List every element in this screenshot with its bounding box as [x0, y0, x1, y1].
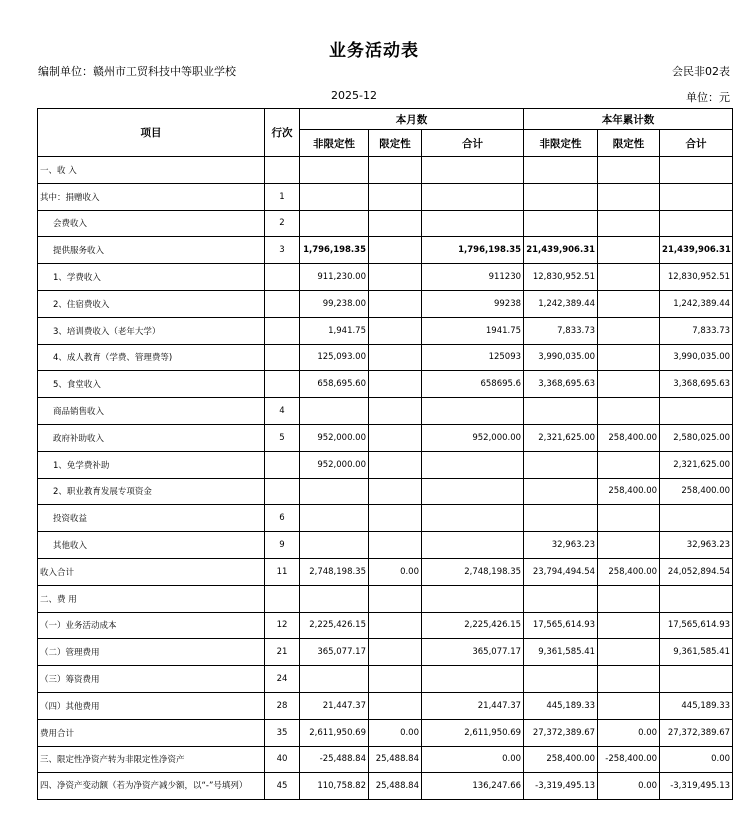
- ytd-restricted-cell: -258,400.00: [598, 746, 660, 773]
- table-row: [38, 666, 733, 693]
- row-item-label: （四）其他费用: [38, 692, 265, 719]
- table-row: [38, 532, 733, 559]
- ytd-total-cell: 24,052,894.54: [660, 558, 733, 585]
- ytd-restricted-cell: [598, 585, 660, 612]
- row-line-number: 1: [265, 183, 300, 210]
- row-line-number: 21: [265, 639, 300, 666]
- ytd-total-cell: 258,400.00: [660, 478, 733, 505]
- ytd-restricted-cell: [598, 157, 660, 184]
- ytd-unrestricted-cell: [524, 210, 598, 237]
- ytd-unrestricted-cell: 3,368,695.63: [524, 371, 598, 398]
- ytd-total-cell: 7,833.73: [660, 317, 733, 344]
- ytd-unrestricted-cell: 21,439,906.31: [524, 237, 598, 264]
- ytd-unrestricted-cell: [524, 398, 598, 425]
- activity-statement-table: [37, 108, 733, 800]
- ytd-unrestricted-cell: 17,565,614.93: [524, 612, 598, 639]
- row-item-label: （二）管理费用: [38, 639, 265, 666]
- row-line-number: 11: [265, 558, 300, 585]
- row-line-number: [265, 585, 300, 612]
- ytd-unrestricted-cell: 2,321,625.00: [524, 424, 598, 451]
- month-total-cell: 911230: [422, 264, 524, 291]
- ytd-unrestricted-cell: [524, 666, 598, 693]
- ytd-restricted-cell: [598, 264, 660, 291]
- table-row: [38, 398, 733, 425]
- ytd-total-cell: 32,963.23: [660, 532, 733, 559]
- ytd-unrestricted-cell: -3,319,495.13: [524, 773, 598, 800]
- month-restricted-cell: [369, 317, 422, 344]
- month-unrestricted-cell: 365,077.17: [300, 639, 369, 666]
- col-header-ytd-restricted: 限定性: [598, 130, 660, 157]
- row-item-label: 2、住宿费收入: [38, 290, 265, 317]
- month-total-cell: 2,225,426.15: [422, 612, 524, 639]
- ytd-unrestricted-cell: 9,361,585.41: [524, 639, 598, 666]
- row-item-label: （一）业务活动成本: [38, 612, 265, 639]
- row-line-number: 12: [265, 612, 300, 639]
- ytd-restricted-cell: [598, 344, 660, 371]
- ytd-restricted-cell: [598, 290, 660, 317]
- month-total-cell: 2,748,198.35: [422, 558, 524, 585]
- month-unrestricted-cell: 21,447.37: [300, 692, 369, 719]
- month-unrestricted-cell: 952,000.00: [300, 424, 369, 451]
- ytd-total-cell: -3,319,495.13: [660, 773, 733, 800]
- row-item-label: 其他收入: [38, 532, 265, 559]
- org-label: 编制单位：赣州市工贸科技中等职业学校: [38, 65, 236, 78]
- month-total-cell: 99238: [422, 290, 524, 317]
- row-line-number: [265, 264, 300, 291]
- month-total-cell: [422, 585, 524, 612]
- ytd-unrestricted-cell: 3,990,035.00: [524, 344, 598, 371]
- month-restricted-cell: [369, 290, 422, 317]
- month-total-cell: [422, 478, 524, 505]
- ytd-total-cell: [660, 183, 733, 210]
- month-unrestricted-cell: 911,230.00: [300, 264, 369, 291]
- ytd-total-cell: 27,372,389.67: [660, 719, 733, 746]
- ytd-total-cell: 17,565,614.93: [660, 612, 733, 639]
- currency-unit: 单位：元: [686, 91, 730, 104]
- ytd-unrestricted-cell: [524, 478, 598, 505]
- ytd-restricted-cell: [598, 451, 660, 478]
- month-total-cell: [422, 451, 524, 478]
- table-row: [38, 290, 733, 317]
- ytd-restricted-cell: 258,400.00: [598, 558, 660, 585]
- table-row: [38, 773, 733, 800]
- month-restricted-cell: [369, 612, 422, 639]
- ytd-restricted-cell: [598, 371, 660, 398]
- month-unrestricted-cell: 2,611,950.69: [300, 719, 369, 746]
- table-row: [38, 237, 733, 264]
- ytd-restricted-cell: [598, 505, 660, 532]
- month-unrestricted-cell: [300, 505, 369, 532]
- row-item-label: 二、费 用: [38, 585, 265, 612]
- ytd-total-cell: 0.00: [660, 746, 733, 773]
- ytd-total-cell: 21,439,906.31: [660, 237, 733, 264]
- col-header-month-restricted: 限定性: [369, 130, 422, 157]
- table-row: [38, 558, 733, 585]
- month-unrestricted-cell: 99,238.00: [300, 290, 369, 317]
- month-restricted-cell: 0.00: [369, 719, 422, 746]
- table-row: [38, 183, 733, 210]
- row-line-number: [265, 290, 300, 317]
- month-total-cell: 0.00: [422, 746, 524, 773]
- ytd-restricted-cell: 0.00: [598, 773, 660, 800]
- row-item-label: 四、净资产变动额（若为净资产减少额，以“-”号填列）: [38, 773, 265, 800]
- ytd-unrestricted-cell: 1,242,389.44: [524, 290, 598, 317]
- month-restricted-cell: [369, 478, 422, 505]
- row-line-number: [265, 371, 300, 398]
- month-total-cell: [422, 183, 524, 210]
- row-item-label: 收入合计: [38, 558, 265, 585]
- ytd-restricted-cell: [598, 398, 660, 425]
- month-restricted-cell: [369, 371, 422, 398]
- row-line-number: [265, 157, 300, 184]
- month-restricted-cell: [369, 237, 422, 264]
- month-unrestricted-cell: [300, 532, 369, 559]
- month-restricted-cell: [369, 505, 422, 532]
- month-unrestricted-cell: [300, 157, 369, 184]
- ytd-unrestricted-cell: [524, 157, 598, 184]
- month-restricted-cell: [369, 210, 422, 237]
- month-unrestricted-cell: 658,695.60: [300, 371, 369, 398]
- month-restricted-cell: [369, 451, 422, 478]
- ytd-restricted-cell: [598, 639, 660, 666]
- col-header-line: 行次: [265, 109, 300, 157]
- row-item-label: （三）筹资费用: [38, 666, 265, 693]
- ytd-unrestricted-cell: [524, 505, 598, 532]
- ytd-total-cell: [660, 157, 733, 184]
- row-line-number: 35: [265, 719, 300, 746]
- col-header-item: 项目: [38, 109, 265, 157]
- table-row: [38, 585, 733, 612]
- ytd-unrestricted-cell: 258,400.00: [524, 746, 598, 773]
- ytd-total-cell: 12,830,952.51: [660, 264, 733, 291]
- month-restricted-cell: 25,488.84: [369, 773, 422, 800]
- row-line-number: [265, 344, 300, 371]
- ytd-unrestricted-cell: [524, 451, 598, 478]
- ytd-unrestricted-cell: [524, 585, 598, 612]
- ytd-total-cell: 9,361,585.41: [660, 639, 733, 666]
- row-line-number: 28: [265, 692, 300, 719]
- ytd-restricted-cell: [598, 612, 660, 639]
- ytd-restricted-cell: [598, 532, 660, 559]
- row-item-label: 5、食堂收入: [38, 371, 265, 398]
- col-header-ytd-total: 合计: [660, 130, 733, 157]
- col-group-ytd: 本年累计数: [524, 109, 733, 130]
- month-restricted-cell: 0.00: [369, 558, 422, 585]
- month-unrestricted-cell: [300, 666, 369, 693]
- table-row: [38, 371, 733, 398]
- ytd-total-cell: 1,242,389.44: [660, 290, 733, 317]
- ytd-restricted-cell: [598, 317, 660, 344]
- col-header-month-total: 合计: [422, 130, 524, 157]
- ytd-restricted-cell: [598, 183, 660, 210]
- row-item-label: 1、学费收入: [38, 264, 265, 291]
- month-restricted-cell: [369, 264, 422, 291]
- row-item-label: 投资收益: [38, 505, 265, 532]
- ytd-total-cell: [660, 210, 733, 237]
- month-total-cell: [422, 666, 524, 693]
- ytd-restricted-cell: 258,400.00: [598, 424, 660, 451]
- table-row: [38, 317, 733, 344]
- ytd-total-cell: 3,368,695.63: [660, 371, 733, 398]
- ytd-total-cell: 2,580,025.00: [660, 424, 733, 451]
- table-row: [38, 505, 733, 532]
- month-unrestricted-cell: -25,488.84: [300, 746, 369, 773]
- form-code: 会民非02表: [672, 65, 730, 78]
- month-total-cell: 21,447.37: [422, 692, 524, 719]
- month-restricted-cell: [369, 532, 422, 559]
- row-item-label: 提供服务收入: [38, 237, 265, 264]
- row-line-number: 40: [265, 746, 300, 773]
- month-unrestricted-cell: [300, 398, 369, 425]
- month-restricted-cell: 25,488.84: [369, 746, 422, 773]
- table-row: [38, 719, 733, 746]
- row-line-number: [265, 451, 300, 478]
- row-line-number: [265, 317, 300, 344]
- table-row: [38, 692, 733, 719]
- ytd-unrestricted-cell: 23,794,494.54: [524, 558, 598, 585]
- row-item-label: 4、成人教育（学费、管理费等): [38, 344, 265, 371]
- ytd-total-cell: 3,990,035.00: [660, 344, 733, 371]
- month-total-cell: [422, 505, 524, 532]
- col-group-month: 本月数: [300, 109, 524, 130]
- row-line-number: 3: [265, 237, 300, 264]
- ytd-restricted-cell: [598, 210, 660, 237]
- ytd-total-cell: 445,189.33: [660, 692, 733, 719]
- month-total-cell: 952,000.00: [422, 424, 524, 451]
- month-total-cell: 136,247.66: [422, 773, 524, 800]
- row-line-number: 5: [265, 424, 300, 451]
- row-item-label: 商品销售收入: [38, 398, 265, 425]
- month-restricted-cell: [369, 344, 422, 371]
- month-total-cell: 1,796,198.35: [422, 237, 524, 264]
- month-restricted-cell: [369, 639, 422, 666]
- ytd-total-cell: [660, 585, 733, 612]
- ytd-restricted-cell: 258,400.00: [598, 478, 660, 505]
- month-unrestricted-cell: 1,796,198.35: [300, 237, 369, 264]
- ytd-total-cell: [660, 505, 733, 532]
- row-item-label: 三、限定性净资产转为非限定性净资产: [38, 746, 265, 773]
- report-period: 2025-12: [331, 89, 377, 102]
- ytd-unrestricted-cell: 32,963.23: [524, 532, 598, 559]
- col-header-ytd-unrestricted: 非限定性: [524, 130, 598, 157]
- row-line-number: 45: [265, 773, 300, 800]
- ytd-restricted-cell: [598, 237, 660, 264]
- row-line-number: 6: [265, 505, 300, 532]
- table-row: [38, 424, 733, 451]
- month-unrestricted-cell: 1,941.75: [300, 317, 369, 344]
- ytd-unrestricted-cell: 7,833.73: [524, 317, 598, 344]
- table-row: [38, 746, 733, 773]
- report-title: 业务活动表: [329, 41, 419, 61]
- month-total-cell: 1941.75: [422, 317, 524, 344]
- ytd-unrestricted-cell: 12,830,952.51: [524, 264, 598, 291]
- month-restricted-cell: [369, 585, 422, 612]
- ytd-total-cell: [660, 666, 733, 693]
- row-item-label: 其中：捐赠收入: [38, 183, 265, 210]
- row-line-number: 2: [265, 210, 300, 237]
- month-restricted-cell: [369, 424, 422, 451]
- table-row: [38, 344, 733, 371]
- month-total-cell: 365,077.17: [422, 639, 524, 666]
- month-total-cell: 125093: [422, 344, 524, 371]
- table-row: [38, 451, 733, 478]
- month-unrestricted-cell: [300, 210, 369, 237]
- month-restricted-cell: [369, 398, 422, 425]
- table-row: [38, 264, 733, 291]
- row-item-label: 政府补助收入: [38, 424, 265, 451]
- month-unrestricted-cell: 110,758.82: [300, 773, 369, 800]
- row-line-number: 9: [265, 532, 300, 559]
- month-total-cell: [422, 157, 524, 184]
- month-total-cell: [422, 210, 524, 237]
- month-unrestricted-cell: 125,093.00: [300, 344, 369, 371]
- month-unrestricted-cell: 952,000.00: [300, 451, 369, 478]
- row-item-label: 一、收 入: [38, 157, 265, 184]
- table-row: [38, 157, 733, 184]
- ytd-unrestricted-cell: 27,372,389.67: [524, 719, 598, 746]
- row-item-label: 会费收入: [38, 210, 265, 237]
- month-unrestricted-cell: [300, 478, 369, 505]
- ytd-total-cell: 2,321,625.00: [660, 451, 733, 478]
- table-row: [38, 612, 733, 639]
- ytd-restricted-cell: 0.00: [598, 719, 660, 746]
- table-row: [38, 210, 733, 237]
- table-row: [38, 639, 733, 666]
- month-unrestricted-cell: 2,225,426.15: [300, 612, 369, 639]
- row-item-label: 1、免学费补助: [38, 451, 265, 478]
- month-unrestricted-cell: 2,748,198.35: [300, 558, 369, 585]
- month-restricted-cell: [369, 157, 422, 184]
- month-unrestricted-cell: [300, 183, 369, 210]
- ytd-total-cell: [660, 398, 733, 425]
- row-item-label: 3、培训费收入（老年大学）: [38, 317, 265, 344]
- row-item-label: 2、职业教育发展专项资金: [38, 478, 265, 505]
- ytd-unrestricted-cell: 445,189.33: [524, 692, 598, 719]
- ytd-unrestricted-cell: [524, 183, 598, 210]
- row-line-number: [265, 478, 300, 505]
- row-item-label: 费用合计: [38, 719, 265, 746]
- month-total-cell: [422, 398, 524, 425]
- ytd-restricted-cell: [598, 692, 660, 719]
- col-header-month-unrestricted: 非限定性: [300, 130, 369, 157]
- month-total-cell: [422, 532, 524, 559]
- month-restricted-cell: [369, 183, 422, 210]
- month-total-cell: 2,611,950.69: [422, 719, 524, 746]
- month-restricted-cell: [369, 666, 422, 693]
- table-row: [38, 478, 733, 505]
- month-restricted-cell: [369, 692, 422, 719]
- row-line-number: 4: [265, 398, 300, 425]
- ytd-restricted-cell: [598, 666, 660, 693]
- month-unrestricted-cell: [300, 585, 369, 612]
- row-line-number: 24: [265, 666, 300, 693]
- month-total-cell: 658695.6: [422, 371, 524, 398]
